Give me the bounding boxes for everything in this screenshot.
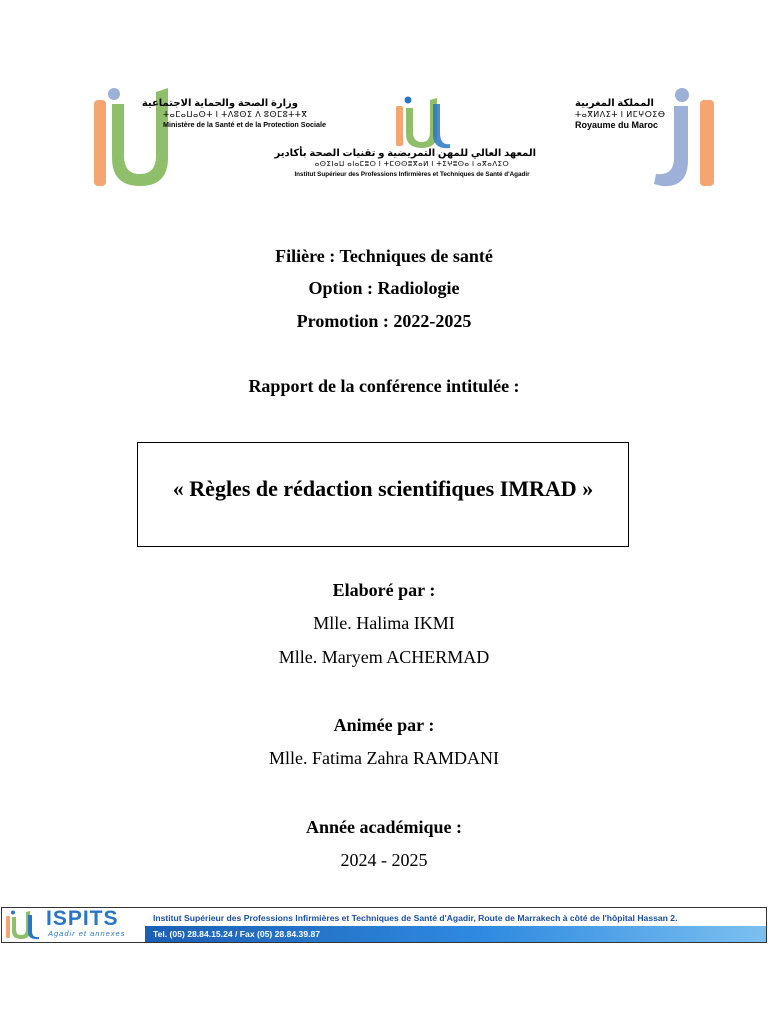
institute-logo-icon (392, 96, 454, 150)
author-1: Mlle. Halima IKMI (313, 613, 455, 633)
anime-label: Animée par : (333, 715, 435, 735)
title-box (137, 442, 629, 547)
ministry-name-french: Ministère de la Santé et de la Protection Sociale (163, 120, 326, 129)
author-2: Mlle. Maryem ACHERMAD (278, 647, 490, 667)
footer-subtitle: Agadir et annexes (48, 929, 126, 938)
annee-value: 2024 - 2025 (340, 850, 428, 870)
footer-brand: ISPITS (46, 907, 119, 930)
kingdom-name-french: Royaume du Maroc (575, 120, 659, 130)
institute-name-arabic: المعهد العالي للمهن التمريضية و تقنيات الصحة بأكادير (274, 148, 536, 159)
footer-banner (1, 907, 767, 943)
animator-name: Mlle. Fatima Zahra RAMDANI (269, 748, 499, 768)
rapport-heading: Rapport de la conférence intitulée : (248, 376, 520, 396)
ministry-name-tifinagh: ⵜⴰⵎⴰⵡⴰⵙⵜ ⵏ ⵜⴷⵓⵙⵉ ⴷ ⵓⵙⵎⵓⵜⵜⴳ (163, 110, 308, 119)
elabore-label: Elaboré par : (332, 580, 436, 600)
institute-name (274, 148, 536, 180)
kingdom-name-arabic: المملكة المغربية (575, 98, 654, 109)
promotion-line: Promotion : 2022-2025 (296, 311, 472, 331)
footer-contact: Tel. (05) 28.84.15.24 / Fax (05) 28.84.39.87 (145, 926, 766, 942)
option-line: Option : Radiologie (308, 278, 460, 298)
institute-name-tifinagh: ⴰⵙⵉⵏⴰⵡ ⴰⵏⴰⵎⵓⵔ ⵏ ⵜⵎⵙⵙⵓⴳⴰⵍ ⵏ ⵜⵉⵖⵓⵙⴰ ⵏ ⴰⴳⴰⴷⵉⵔ (314, 161, 510, 168)
ministry-name (141, 98, 326, 130)
annee-label: Année académique : (306, 817, 462, 837)
conference-title: « Règles de rédaction scientifiques IMRAD » (172, 476, 594, 501)
footer-address: Institut Supérieur des Professions Infirmières et Techniques de Santé d'Agadir, Route de Marrakech à côté de l'hôpital Hassan 2. (145, 910, 766, 926)
footer-logo-icon (5, 910, 41, 940)
filiere-line: Filière : Techniques de santé (275, 246, 493, 266)
ministry-name-arabic: وزارة الصحة والحماية الاجتماعية (141, 98, 298, 109)
institute-name-french: Institut Supérieur des Professions Infirmières et Techniques de Santé d'Agadir (294, 171, 530, 178)
kingdom-logo-icon (650, 86, 718, 190)
kingdom-name-tifinagh: ⵜⴰⴳⵍⴷⵉⵜ ⵏ ⵍⵎⵖⵔⵉⴱ (575, 110, 666, 119)
